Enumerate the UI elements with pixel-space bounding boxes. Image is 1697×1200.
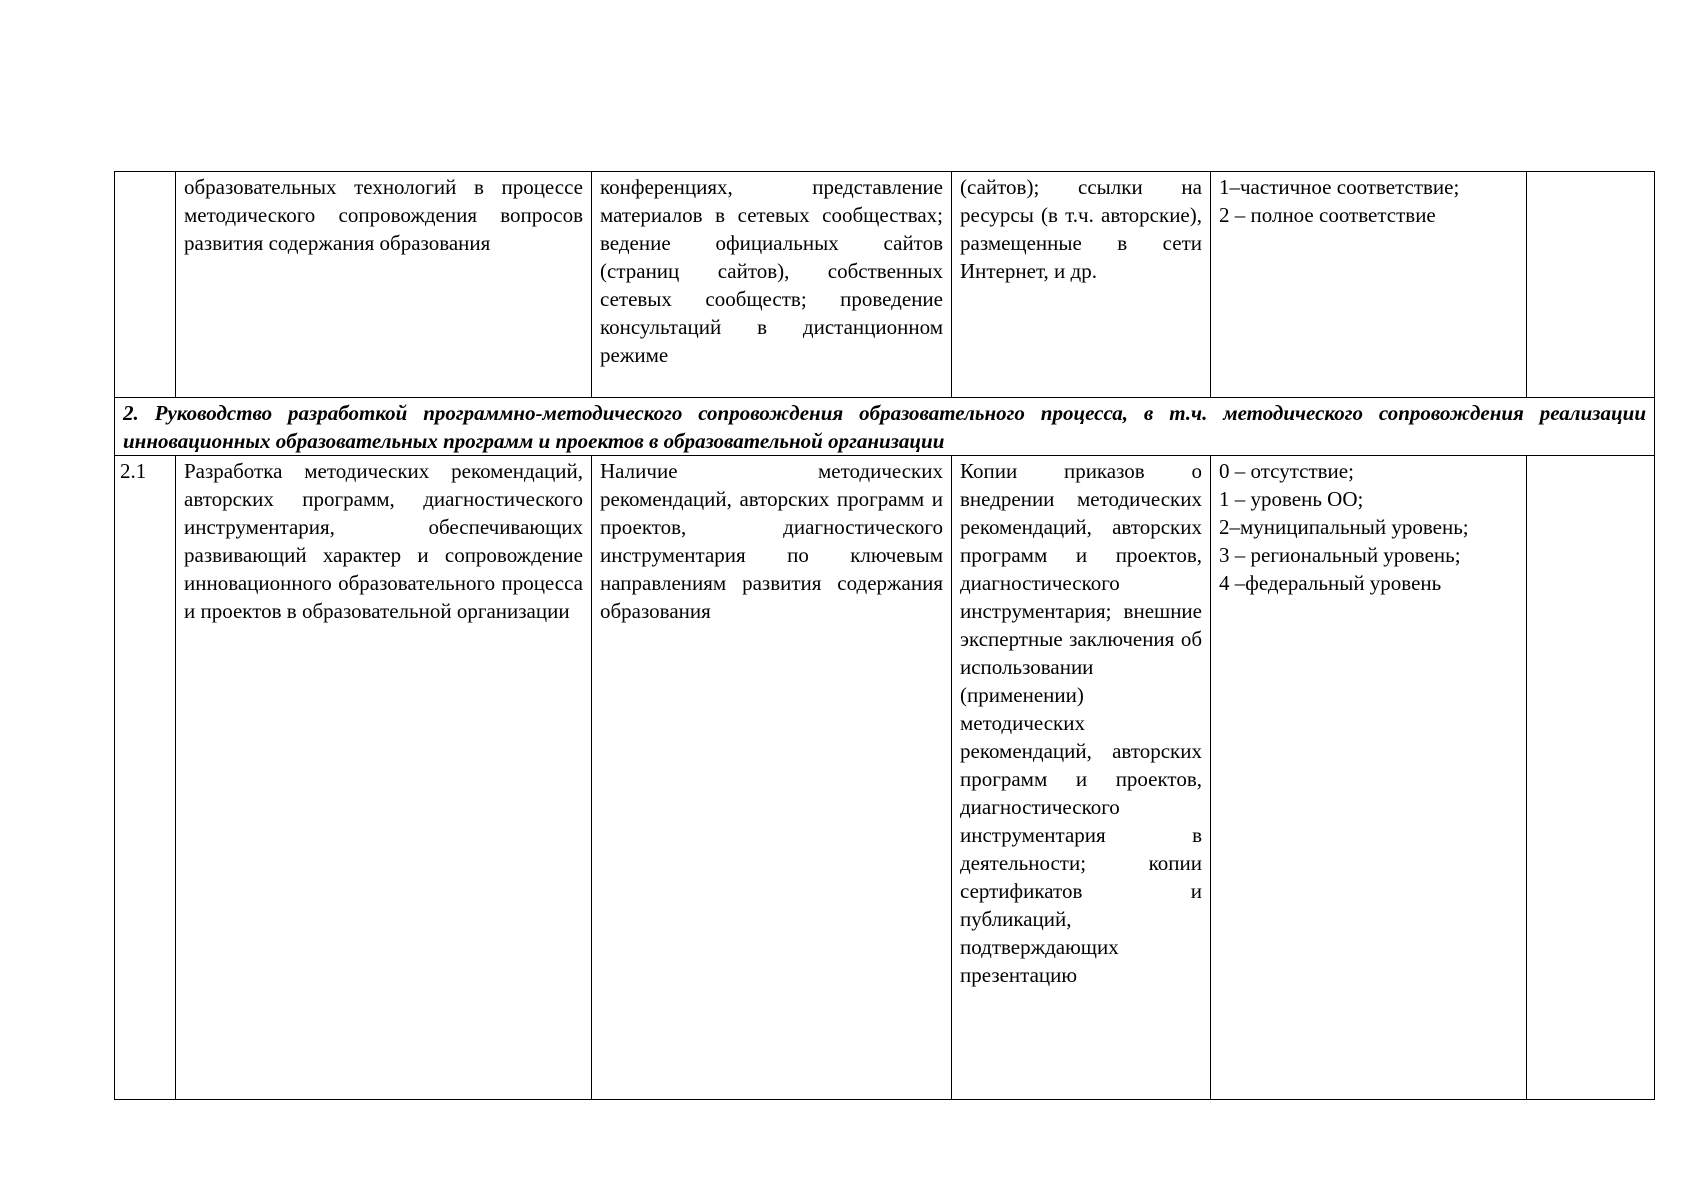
criteria-table	[114, 171, 1655, 1100]
table-row	[115, 456, 1655, 1100]
points-cell	[1527, 172, 1655, 398]
row-number-cell	[115, 172, 176, 398]
score-line: 2–муниципальный уровень;	[1219, 515, 1469, 539]
evidence-cell: Копии приказов о внедрении методических рекомендаций, авторских программ и проектов, диагностического инструментария; внешние экспертные заключения об использовании (применении) методических рекомендаций, авторских программ и проектов, диагностического инструментария в деятельности; копии сертификатов и публикаций, подтверждающих презентацию	[952, 456, 1211, 1100]
criterion-cell: Разработка методических рекомендаций, авторских программ, диагностического инструментария, обеспечивающих развивающий характер и сопровождение инновационного образовательного процесса и проектов в образовательной организации	[176, 456, 592, 1100]
score-line: 1–частичное соответствие;	[1219, 175, 1460, 199]
score-line: 0 – отсутствие;	[1219, 459, 1354, 483]
indicator-cell: Наличие методических рекомендаций, авторских программ и проектов, диагностического инструментария по ключевым направлениям развития содержания образования	[592, 456, 952, 1100]
score-line: 2 – полное соответствие	[1219, 203, 1436, 227]
row-number-cell: 2.1	[115, 456, 176, 1100]
score-line: 1 – уровень ОО;	[1219, 487, 1364, 511]
table-row	[115, 172, 1655, 398]
section-heading-row	[115, 398, 1655, 456]
score-line: 4 –федеральный уровень	[1219, 571, 1442, 595]
score-line: 3 – региональный уровень;	[1219, 543, 1461, 567]
scoring-cell	[1211, 172, 1527, 398]
criterion-cell: образовательных технологий в процессе методического сопровождения вопросов развития содержания образования	[176, 172, 592, 398]
section-heading: 2. Руководство разработкой программно-методического сопровождения образовательного процесса, в т.ч. методического сопровождения реализации инновационных образовательных программ и проектов в образовательной организации	[115, 398, 1655, 456]
scoring-cell	[1211, 456, 1527, 1100]
indicator-cell: конференциях, представление материалов в сетевых сообществах; ведение официальных сайтов (страниц сайтов), собственных сетевых сообществ; проведение консультаций в дистанционном режиме	[592, 172, 952, 398]
evidence-cell: (сайтов); ссылки на ресурсы (в т.ч. авторские), размещенные в сети Интернет, и др.	[952, 172, 1211, 398]
points-cell	[1527, 456, 1655, 1100]
